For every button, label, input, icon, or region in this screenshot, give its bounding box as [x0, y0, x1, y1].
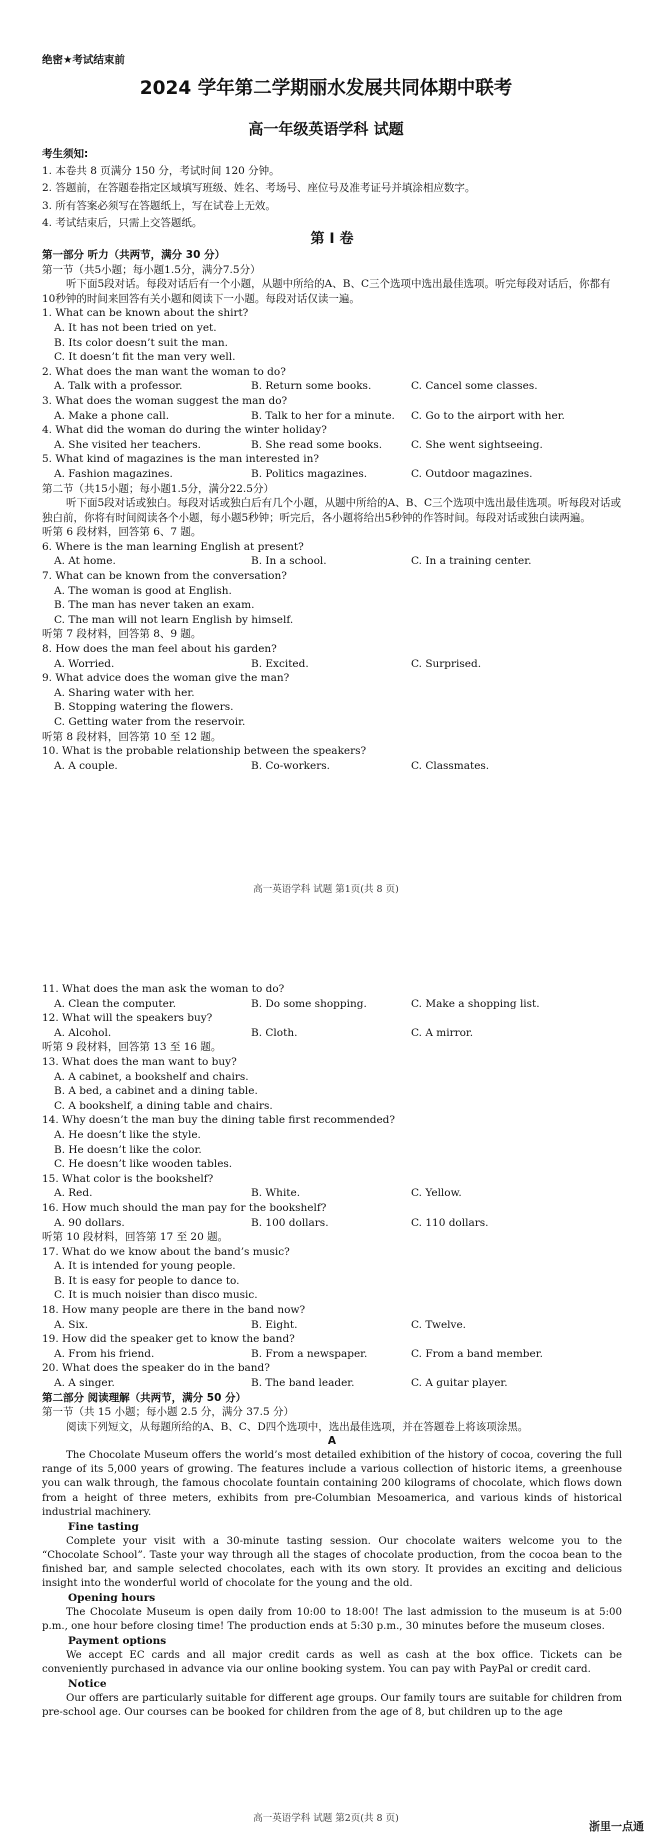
question-list-1: [42, 306, 622, 481]
option-a: A. Six.: [54, 1318, 89, 1331]
question: 5. What kind of magazines is the man interested in?: [42, 453, 319, 466]
question-list-3: [42, 982, 622, 1391]
option-row: [42, 657, 622, 672]
passage-paragraph: The Chocolate Museum offers the world’s most detailed exhibition of the history of cocoa, covering the full range of its 5,000 years of growing. The features include a various collection of historic items, a greenhouse you can walk through, the famous chocolate fountain containing 200 kilograms of chocolate, which flows down from a height of three meters, exhibits from pre-Columbian Mesoamerica, and various kinds of historical industrial machinery.: [42, 1450, 622, 1518]
notice-item: 2. 答题前，在答题卷指定区域填写班级、姓名、考场号、座位号及准考证号并填涂相应数字。: [42, 182, 476, 195]
option-a: A. 90 dollars.: [54, 1216, 125, 1229]
option: B. The man has never taken an exam.: [54, 599, 255, 612]
part1-sec2-heading: 第二节（共15小题；每小题1.5分，满分22.5分）: [42, 482, 274, 495]
option-b: B. She read some books.: [251, 438, 383, 451]
option-row: [42, 467, 622, 482]
option-row: [42, 1376, 622, 1391]
page-1: [0, 0, 652, 900]
page-2-content: [42, 982, 622, 1720]
notice-heading: 考生须知:: [42, 148, 89, 160]
page-gap: [0, 900, 652, 974]
option-a: A. Worried.: [54, 657, 115, 670]
question: 听第 9 段材料，回答第 13 至 16 题。: [42, 1041, 222, 1054]
part2-heading: 第二部分 阅读理解（共两节，满分 50 分）: [42, 1391, 247, 1404]
page-2: [0, 974, 652, 1842]
question: 听第 10 段材料，回答第 17 至 20 题。: [42, 1231, 229, 1244]
part2-sec1-heading: 第一节（共 15 小题；每小题 2.5 分，满分 37.5 分）: [42, 1406, 294, 1419]
volume-heading: 第 I 卷: [310, 231, 354, 247]
option-b: B. Politics magazines.: [251, 467, 368, 480]
option-row: [42, 554, 622, 569]
option-b: B. In a school.: [251, 555, 327, 568]
question: 听第 7 段材料，回答第 8、9 题。: [42, 628, 202, 641]
option: B. It is easy for people to dance to.: [54, 1274, 240, 1287]
option: A. Sharing water with her.: [54, 686, 195, 699]
passage-subheading: Notice: [68, 1678, 107, 1691]
page-footer: 高一英语学科 试题 第2页(共 8 页): [253, 1813, 399, 1824]
part1-sec1-heading: 第一节（共5小题；每小题1.5分，满分7.5分）: [42, 263, 261, 276]
option-a: A. Fashion magazines.: [54, 467, 173, 480]
option: A. A cabinet, a bookshelf and chairs.: [54, 1070, 249, 1083]
option-a: A. She visited her teachers.: [54, 438, 201, 451]
option-b: B. Excited.: [251, 657, 309, 670]
option-c: C. Classmates.: [411, 759, 490, 772]
passage-paragraph: The Chocolate Museum is open daily from 10:00 to 18:00! The last admission to the museum is at 5:00 p.m., one hour before closing time! The production ends at 5:30 p.m., 30 minutes before the museum closes.: [42, 1607, 622, 1633]
question: 6. Where is the man learning English at present?: [42, 540, 304, 553]
option-a: A. Red.: [54, 1187, 93, 1200]
exam-title: 2024 学年第二学期丽水发展共同体期中联考: [139, 78, 513, 99]
question: 1. What can be known about the shirt?: [42, 307, 249, 320]
option-row: [42, 438, 622, 453]
option-b: B. From a newspaper.: [251, 1347, 368, 1360]
option-row: [42, 1186, 622, 1201]
page-footer: 高一英语学科 试题 第1页(共 8 页): [253, 884, 399, 895]
option-c: C. Twelve.: [411, 1318, 467, 1331]
option-row: [42, 997, 622, 1012]
question: 7. What can be known from the conversation?: [42, 570, 287, 583]
option-row: [42, 759, 622, 774]
option: C. It doesn’t fit the man very well.: [54, 351, 236, 364]
passage-paragraph: Our offers are particularly suitable for different age groups. Our family tours are suitable for children from pre-school age. Our courses can be booked for children from the age of 8, but children up to the age: [42, 1693, 622, 1719]
option-b: B. Co-workers.: [251, 759, 330, 772]
watermark: 浙里一点通: [589, 1820, 644, 1833]
option-c: C. Go to the airport with her.: [411, 409, 565, 422]
passage-label: A: [327, 1435, 337, 1448]
option-c: C. Outdoor magazines.: [411, 467, 533, 480]
option: B. Stopping watering the flowers.: [54, 701, 234, 714]
option-row: [42, 1026, 622, 1041]
option-b: B. Eight.: [251, 1318, 298, 1331]
option: A. It is intended for young people.: [54, 1260, 236, 1273]
option-row: [42, 1216, 622, 1231]
option-c: C. From a band member.: [411, 1347, 543, 1360]
option-c: C. Yellow.: [411, 1187, 462, 1200]
option-c: C. Cancel some classes.: [411, 380, 538, 393]
option-row: [42, 1347, 622, 1362]
listening-section: [42, 228, 622, 773]
part1-sec1-intro: 听下面5段对话。每段对话后有一个小题，从题中所给的A、B、C三个选项中选出最佳选项。听完每段对话后，你都有10秒钟的时间来回答有关小题和阅读下一小题。每段对话仅读一遍。: [42, 278, 611, 305]
option: A. The woman is good at English.: [54, 584, 232, 597]
question: 12. What will the speakers buy?: [42, 1012, 213, 1025]
question: 14. Why doesn’t the man buy the dining table first recommended?: [42, 1114, 396, 1127]
question: 听第 6 段材料，回答第 6、7 题。: [42, 526, 202, 539]
question: 13. What does the man want to buy?: [42, 1055, 237, 1068]
passage-subheading: Fine tasting: [68, 1521, 139, 1534]
option-b: B. The band leader.: [251, 1377, 355, 1390]
option-a: A. At home.: [54, 555, 116, 568]
option-b: B. White.: [251, 1187, 301, 1200]
question: 9. What advice does the woman give the man?: [42, 672, 290, 685]
option: C. He doesn’t like wooden tables.: [54, 1158, 233, 1171]
option-c: C. A mirror.: [411, 1026, 474, 1039]
part2-sec1-intro: 阅读下列短文，从每题所给的A、B、C、D四个选项中，选出最佳选项，并在答题卷上将该项涂黑。: [66, 1420, 529, 1433]
question: 20. What does the speaker do in the band?: [42, 1362, 270, 1375]
part1-heading: 第一部分 听力（共两节，满分 30 分）: [42, 249, 226, 261]
option-a: A. From his friend.: [54, 1347, 155, 1360]
question: 17. What do we know about the band’s music?: [42, 1245, 290, 1258]
option: A. It has not been tried on yet.: [54, 321, 217, 334]
page-1-content: [42, 146, 622, 232]
option-c: C. She went sightseeing.: [411, 438, 543, 451]
option: C. The man will not learn English by himself.: [54, 613, 294, 626]
option-b: B. Cloth.: [251, 1026, 298, 1039]
option: C. Getting water from the reservoir.: [54, 716, 246, 728]
notice-item: 1. 本卷共 8 页满分 150 分，考试时间 120 分钟。: [42, 165, 280, 178]
option-b: B. Talk to her for a minute.: [251, 409, 395, 422]
question: 8. How does the man feel about his garden?: [42, 643, 277, 656]
exam-subtitle: 高一年级英语学科 试题: [248, 120, 404, 138]
option-a: A. Talk with a professor.: [54, 380, 183, 393]
option: B. A bed, a cabinet and a dining table.: [54, 1085, 258, 1098]
question: 3. What does the woman suggest the man do?: [42, 394, 288, 407]
question: 19. How did the speaker get to know the band?: [42, 1333, 295, 1346]
option-c: C. Surprised.: [411, 657, 482, 670]
question: 16. How much should the man pay for the bookshelf?: [42, 1201, 327, 1214]
option-row: [42, 409, 622, 424]
part1-sec2-intro: 听下面5段对话或独白。每段对话或独白后有几个小题，从题中所给的A、B、C三个选项中选出最佳选项。听每段对话或独白前，你将有时间阅读各个小题，每小题5秒钟；听完后，各小题将给出5秒钟的作答时间。每段对话或独白读两遍。: [42, 497, 622, 524]
option: A. He doesn’t like the style.: [54, 1128, 201, 1141]
option: B. Its color doesn’t suit the man.: [54, 336, 228, 349]
option-row: [42, 1318, 622, 1333]
option-c: C. In a training center.: [411, 555, 532, 568]
option-c: C. 110 dollars.: [411, 1216, 489, 1229]
option-c: C. Make a shopping list.: [411, 997, 540, 1010]
option-row: [42, 379, 622, 394]
secret-mark: 绝密★考试结束前: [42, 54, 125, 66]
question: 听第 8 段材料，回答第 10 至 12 题。: [42, 730, 222, 743]
option: B. He doesn’t like the color.: [54, 1143, 202, 1156]
option-a: A. Make a phone call.: [54, 409, 170, 422]
question: 18. How many people are there in the band now?: [42, 1304, 306, 1317]
passage-paragraph: Complete your visit with a 30-minute tasting session. Our chocolate waiters welcome you to the “Chocolate School”. Taste your way through all the stages of chocolate production, from the cocoa bean to the finished bar, and sample selected chocolates, each with its own story. It provides an exciting and delicious insight into the wonderful world of chocolate for the young and the old.: [42, 1535, 622, 1590]
option-b: B. Do some shopping.: [251, 997, 367, 1010]
option: C. It is much noisier than disco music.: [54, 1289, 258, 1302]
question: 15. What color is the bookshelf?: [42, 1172, 214, 1185]
option-a: A. A couple.: [54, 759, 118, 772]
notice-item: 3. 所有答案必须写在答题纸上，写在试卷上无效。: [42, 199, 276, 212]
question-list-2: [42, 525, 622, 773]
option: C. A bookshelf, a dining table and chairs.: [54, 1099, 273, 1112]
question: 10. What is the probable relationship between the speakers?: [42, 745, 367, 758]
question: 4. What did the woman do during the winter holiday?: [42, 424, 327, 437]
passage-subheading: Opening hours: [68, 1592, 156, 1605]
notice-item: 4. 考试结束后，只需上交答题纸。: [42, 216, 203, 229]
option-a: A. Alcohol.: [54, 1026, 112, 1039]
option-a: A. Clean the computer.: [54, 997, 177, 1010]
option-b: B. 100 dollars.: [251, 1216, 329, 1229]
question: 2. What does the man want the woman to do?: [42, 365, 286, 378]
passage-subheading: Payment options: [68, 1635, 167, 1648]
option-a: A. A singer.: [54, 1377, 115, 1390]
passage-paragraph: We accept EC cards and all major credit cards as well as cash at the box office. Tickets can be conveniently purchased in advance via our online booking system. You can pay with PayPal or credit card.: [42, 1650, 622, 1676]
option-c: C. A guitar player.: [411, 1377, 508, 1390]
question: 11. What does the man ask the woman to do?: [42, 983, 285, 995]
option-b: B. Return some books.: [251, 380, 372, 393]
